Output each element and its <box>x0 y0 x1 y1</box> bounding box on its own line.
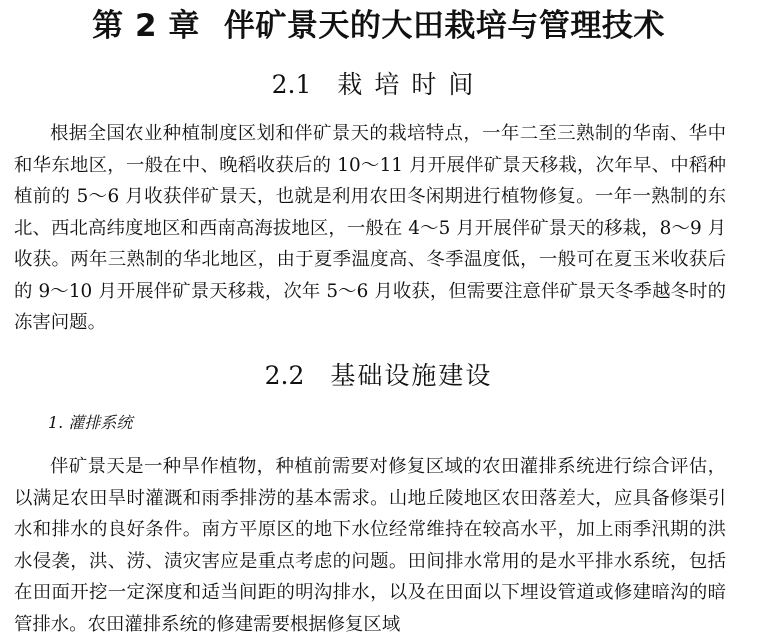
section-number: 2.2 <box>264 361 305 390</box>
section-title-text: 基础设施建设 <box>330 361 493 390</box>
paragraph-planting-time: 根据全国农业种植制度区划和伴矿景天的栽培特点，一年二至三熟制的华南、华中和华东地区，一般在中、晚稻收获后的 10～11 月开展伴矿景天移栽，次年早、中稻种植前的 5～6 月收获伴矿景天，也就是利用农田冬闲期进行植物修复。一年一熟制的东北、西北高纬度地区和西南高海拔地区，一般在 4～5 月开展伴矿景天的移栽，8～9 月收获。两年三熟制的华北地区，由于夏季温度高、冬季温度低，一般可在夏玉米收获后的 9～10 月开展伴矿景天移栽，次年 5～6 月收获，但需要注意伴矿景天冬季越冬时的冻害问题。 <box>14 123 726 333</box>
section-title-text: 栽培时间 <box>337 70 486 99</box>
subheading-irrigation-drainage: 1. 灌排系统 <box>48 413 133 432</box>
section-heading-2-2 <box>0 359 757 393</box>
section-heading-2-1 <box>0 68 757 102</box>
chapter-number: 第 2 章 <box>92 8 200 44</box>
paragraph-irrigation-drainage: 伴矿景天是一种旱作植物，种植前需要对修复区域的农田灌排系统进行综合评估，以满足农田旱时灌溉和雨季排涝的基本需求。山地丘陵地区农田落差大，应具备修渠引水和排水的良好条件。南方平原区的地下水位经常维持在较高水平，加上雨季汛期的洪水侵袭，洪、涝、渍灾害应是重点考虑的问题。田间排水常用的是水平排水系统，包括在田面开挖一定深度和适当间距的明沟排水，以及在田面以下埋设管道或修建暗沟的暗管排水。农田灌排系统的修建需要根据修复区域 <box>14 456 726 633</box>
section-number: 2.1 <box>271 70 312 99</box>
chapter-title-text: 伴矿景天的大田栽培与管理技术 <box>223 8 665 44</box>
chapter-title <box>0 4 757 48</box>
